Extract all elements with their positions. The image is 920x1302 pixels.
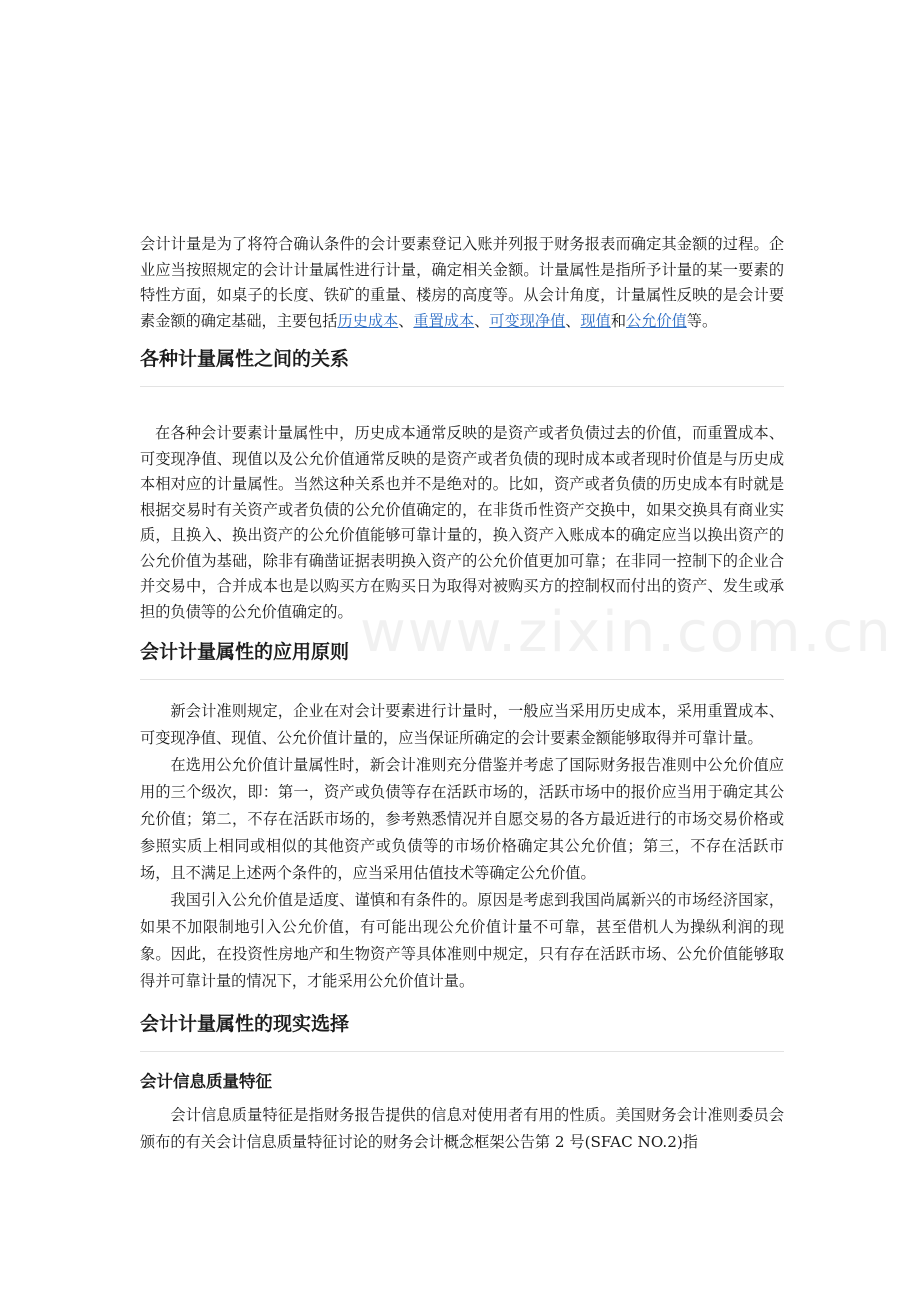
subheading-quality-characteristics: 会计信息质量特征: [140, 1072, 272, 1091]
section-principles-body: [140, 698, 784, 995]
separator: 、: [565, 311, 581, 330]
link-net-realizable-value[interactable]: 可变现净值: [489, 311, 566, 330]
principles-paragraph-3: 我国引入公允价值是适度、谨慎和有条件的。原因是考虑到我国尚属新兴的市场经济国家，如果不加限制地引入公允价值，有可能出现公允价值计量不可靠，甚至借机人为操纵利润的现象。因此，在投资性房地产和生物资产等具体准则中规定，只有存在活跃市场、公允价值能够取得并可靠计量的情况下，才能采用公允价值计量。: [140, 891, 784, 990]
watermark: www.zixin.com.cn: [360, 600, 893, 665]
link-present-value[interactable]: 现值: [580, 311, 611, 330]
separator: 和: [610, 311, 626, 330]
intro-text: 会计计量是为了将符合确认条件的会计要素登记入账并列报于财务报表而确定其金额的过程。企业应当按照规定的会计计量属性进行计量，确定相关金额。计量属性是指所予计量的某一要素的特性方面，如桌子的长度、铁矿的重量、楼房的高度等。从会计角度，计量属性反映的是会计要素金额的确定基础，主要包括: [140, 235, 784, 330]
principles-paragraph-1: 新会计准则规定，企业在对会计要素进行计量时，一般应当采用历史成本，采用重置成本、可变现净值、现值、公允价值计量的，应当保证所确定的会计要素金额能够取得并可靠计量。: [140, 702, 784, 747]
separator: 、: [474, 311, 490, 330]
link-replacement-cost[interactable]: 重置成本: [413, 311, 475, 330]
intro-text-end: 等。: [686, 311, 718, 330]
intro-paragraph: [140, 232, 784, 334]
selection-paragraph-1: 会计信息质量特征是指财务报告提供的信息对使用者有用的性质。美国财务会计准则委员会颁布的有关会计信息质量特征讨论的财务会计概念框架公告第 2 号(SFAC NO.2)指: [140, 1106, 784, 1151]
principles-paragraph-2: 在选用公允价值计量属性时，新会计准则充分借鉴并考虑了国际财务报告准则中公允价值应用的三个级次，即：第一，资产或负债等存在活跃市场的，活跃市场中的报价应当用于确定其公允价值；第二，不存在活跃市场的，参考熟悉情况并自愿交易的各方最近进行的市场交易价格或参照实质上相同或相似的其他资产或负债等的市场价格确定其公允价值；第三，不存在活跃市场，且不满足上述两个条件的，应当采用估值技术等确定公允价值。: [140, 756, 784, 882]
section-selection: [140, 1011, 784, 1156]
article-body: [140, 232, 784, 1156]
section-heading-selection: 会计计量属性的现实选择: [140, 1011, 784, 1052]
separator: 、: [398, 311, 414, 330]
section-relationship-body: 在各种会计要素计量属性中，历史成本通常反映的是资产或者负债过去的价值，而重置成本、可变现净值、现值以及公允价值通常反映的是资产或者负债的现时成本或者现时价值是与历史成本相对应的计量属性。当然这种关系也并不是绝对的。比如，资产或者负债的历史成本有时就是根据交易时有关资产或者负债的公允价值确定的，在非货币性资产交换中，如果交换具有商业实质，且换入、换出资产的公允价值能够可靠计量的，换入资产入账成本的确定应当以换出资产的公允价值为基础，除非有确凿证据表明换入资产的公允价值更加可靠；在非同一控制下的企业合并交易中，合并成本也是以购买方在购买日为取得对被购买方的控制权而付出的资产、发生或承担的负债等的公允价值确定的。: [140, 424, 784, 621]
section-heading-relationship: 各种计量属性之间的关系: [140, 346, 784, 387]
link-fair-value[interactable]: 公允价值: [626, 311, 687, 330]
section-heading-principles: 会计计量属性的应用原则: [140, 639, 784, 680]
link-historical-cost[interactable]: 历史成本: [337, 311, 399, 330]
